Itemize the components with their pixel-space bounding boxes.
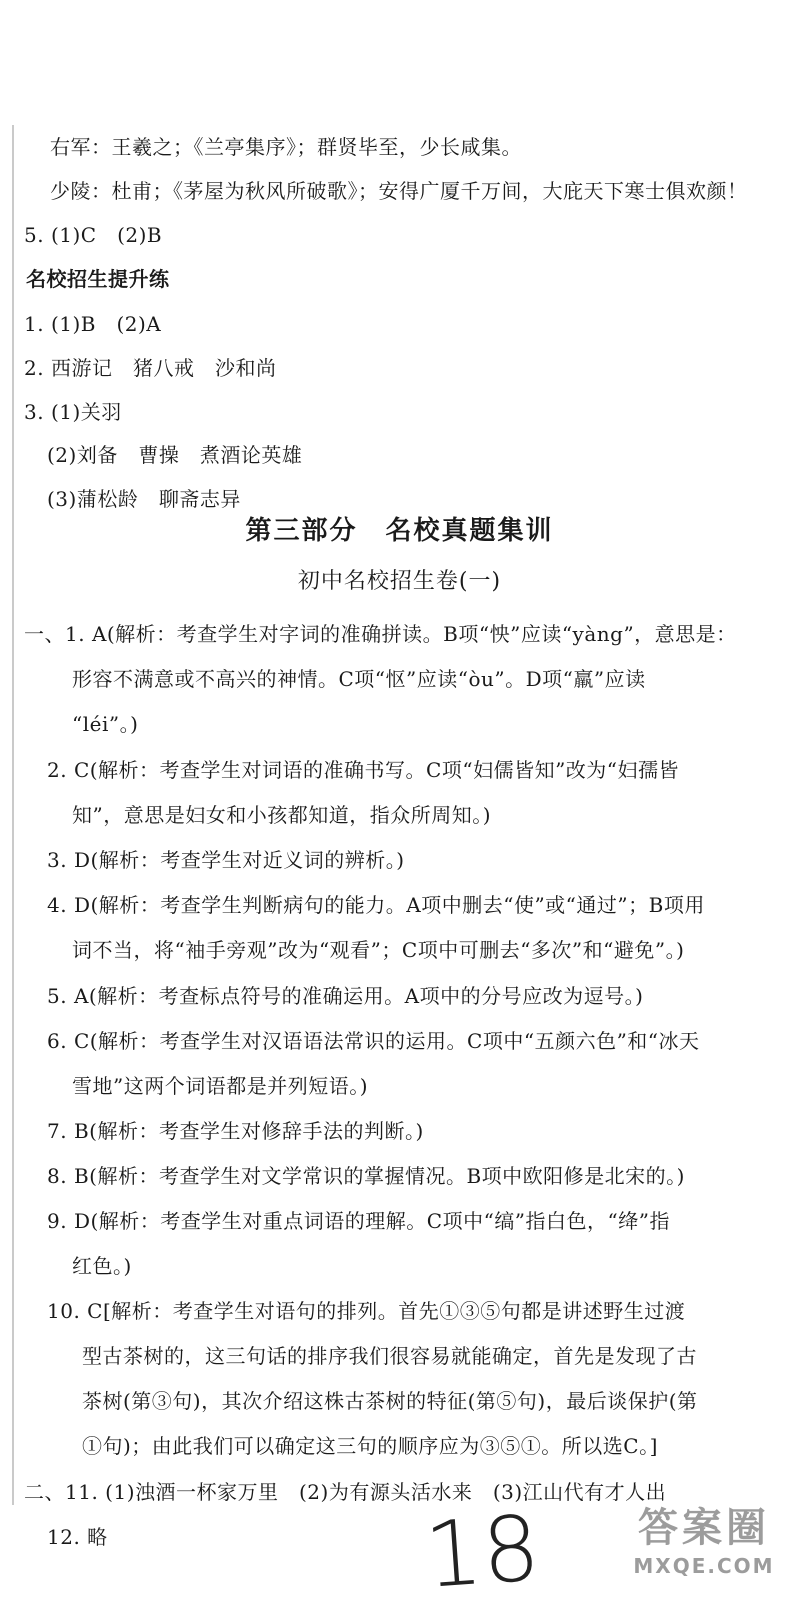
answer-line-dufu: 少陵：杜甫；《茅屋为秋风所破歌》；安得广厦千万间，大庇天下寒士俱欢颜！ bbox=[50, 179, 748, 203]
watermark-logo bbox=[619, 1502, 789, 1592]
answer-line: “léi”。) bbox=[72, 712, 139, 736]
answer-line: 8. B(解析：考查学生对文学常识的掌握情况。B项中欧阳修是北宋的。) bbox=[47, 1164, 685, 1188]
answer-line: 茶树(第③句)，其次介绍这株古茶树的特征(第⑤句)，最后谈保护(第 bbox=[82, 1389, 698, 1413]
section-heading: 名校招生提升练 bbox=[26, 267, 170, 291]
answer-line: 知”，意思是妇女和小孩都知道，指众所周知。) bbox=[72, 803, 492, 827]
watermark-url: MXQE.COM bbox=[633, 1554, 775, 1578]
answer-line: 5. A(解析：考查标点符号的准确运用。A项中的分号应改为逗号。) bbox=[47, 984, 644, 1008]
answer-line: 2. C(解析：考查学生对词语的准确书写。C项“妇儒皆知”改为“妇孺皆 bbox=[47, 758, 680, 782]
answer-line: 一、1. A(解析：考查学生对字词的准确拼读。B项“怏”应读“yàng”，意思是： bbox=[24, 622, 737, 646]
answer-line: 4. D(解析：考查学生判断病句的能力。A项中删去“使”或“通过”；B项用 bbox=[47, 893, 705, 917]
answer-line: 二、11. (1)浊酒一杯家万里 (2)为有源头活水来 (3)江山代有才人出 bbox=[24, 1480, 667, 1504]
answer-line: 7. B(解析：考查学生对修辞手法的判断。) bbox=[47, 1119, 424, 1143]
answer-line-s1: 1. (1)B (2)A bbox=[24, 312, 162, 336]
answer-line-wangxizhi: 右军：王羲之；《兰亭集序》；群贤毕至，少长咸集。 bbox=[50, 135, 522, 159]
answer-line: 3. D(解析：考查学生对近义词的辨析。) bbox=[47, 848, 405, 872]
answer-line-q5: 5. (1)C (2)B bbox=[24, 223, 163, 247]
part-title: 第三部分 名校真题集训 bbox=[245, 516, 554, 546]
answer-line: 9. D(解析：考查学生对重点词语的理解。C项中“缟”指白色，“绛”指 bbox=[47, 1209, 670, 1233]
answer-line: ①句)；由此我们可以确定这三句的顺序应为③⑤①。所以选C。] bbox=[82, 1434, 658, 1458]
answer-line: 形容不满意或不高兴的神情。C项“怄”应读“òu”。D项“羸”应读 bbox=[72, 667, 646, 691]
watermark-title: 答案圈 bbox=[638, 1505, 770, 1551]
answer-line: 6. C(解析：考查学生对汉语语法常识的运用。C项中“五颜六色”和“冰天 bbox=[47, 1029, 700, 1053]
answer-line-s3-3: (3)蒲松龄 聊斋志异 bbox=[47, 487, 241, 511]
answer-line: 词不当，将“袖手旁观”改为“观看”；C项中可删去“多次”和“避免”。) bbox=[72, 938, 685, 962]
answer-line: 10. C[解析：考查学生对语句的排列。首先①③⑤句都是讲述野生过渡 bbox=[47, 1299, 686, 1323]
answer-line-s3: 3. (1)关羽 bbox=[24, 400, 122, 424]
answer-line-s2: 2. 西游记 猪八戒 沙和尚 bbox=[24, 356, 277, 380]
paper-subtitle: 初中名校招生卷(一) bbox=[297, 569, 502, 594]
answer-line-s3-2: (2)刘备 曹操 煮酒论英雄 bbox=[47, 443, 303, 467]
answer-line: 型古茶树的，这三句话的排序我们很容易就能确定，首先是发现了古 bbox=[82, 1344, 697, 1368]
answer-line: 红色。) bbox=[72, 1254, 132, 1278]
scan-margin-line bbox=[12, 125, 14, 1505]
answer-line: 雪地”这两个词语都是并列短语。) bbox=[72, 1074, 369, 1098]
answer-line: 12. 略 bbox=[47, 1525, 108, 1549]
handwritten-page-number: 18 bbox=[421, 1496, 544, 1609]
